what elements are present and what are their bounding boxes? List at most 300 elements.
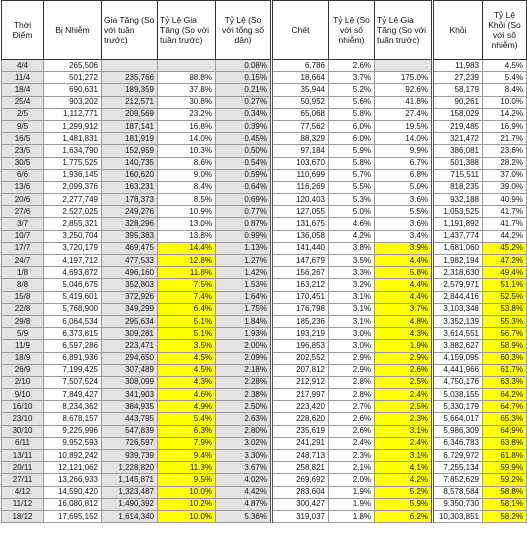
cell-infected: 4,693,872	[44, 267, 102, 279]
cell-increase: 163,231	[102, 181, 158, 193]
cell-recovered: 3,352,139	[433, 315, 483, 327]
cell-date: 17/7	[2, 242, 44, 254]
header-deaths: Chết	[272, 1, 329, 60]
cell-recovery-rate: 21.7%	[483, 133, 527, 145]
cell-death-increase-rate: 9.9%	[375, 145, 433, 157]
cell-increase: 181,919	[102, 133, 158, 145]
cell-deaths: 176,798	[272, 303, 329, 315]
cell-deaths: 235,619	[272, 425, 329, 437]
cell-recovery-rate: 5.4%	[483, 72, 527, 84]
cell-increase: 469,475	[102, 242, 158, 254]
cell-deaths: 241,291	[272, 437, 329, 449]
cell-increase-rate: 7.9%	[158, 437, 216, 449]
cell-date: 30/10	[2, 425, 44, 437]
cell-recovered: 58,179	[433, 84, 483, 96]
table-row	[2, 510, 527, 522]
cell-death-increase-rate: 5.8%	[375, 267, 433, 279]
cell-death-rate: 3.7%	[329, 72, 375, 84]
cell-recovery-rate: 45.2%	[483, 242, 527, 254]
cell-date: 13/6	[2, 181, 44, 193]
cell-increase-rate: 10.0%	[158, 486, 216, 498]
cell-recovery-rate: 58.9%	[483, 340, 527, 352]
cell-death-rate: 5.2%	[329, 84, 375, 96]
cell-infected: 903,202	[44, 96, 102, 108]
cell-recovery-rate: 10.0%	[483, 96, 527, 108]
cell-deaths: 120,403	[272, 194, 329, 206]
cell-increase: 152,959	[102, 145, 158, 157]
cell-increase: 352,803	[102, 279, 158, 291]
cell-infected: 4,197,712	[44, 255, 102, 267]
cell-recovery-rate: 61.8%	[483, 450, 527, 462]
cell-date: 8/8	[2, 279, 44, 291]
cell-infected: 7,507,524	[44, 376, 102, 388]
cell-infected: 6,891,936	[44, 352, 102, 364]
cell-death-increase-rate: 2.6%	[375, 364, 433, 376]
cell-date: 9/10	[2, 389, 44, 401]
table-row	[2, 291, 527, 303]
cell-increase: 1,145,871	[102, 474, 158, 486]
cell-recovered: 3,103,348	[433, 303, 483, 315]
cell-increase: 395,383	[102, 230, 158, 242]
cell-recovery-rate: 65.3%	[483, 413, 527, 425]
cell-deaths: 147,679	[272, 255, 329, 267]
table-row	[2, 498, 527, 510]
cell-recovery-rate: 51.1%	[483, 279, 527, 291]
cell-deaths: 170,451	[272, 291, 329, 303]
cell-population-rate: 2.80%	[216, 425, 272, 437]
cell-recovery-rate: 23.6%	[483, 145, 527, 157]
cell-death-increase-rate: 2.4%	[375, 389, 433, 401]
cell-increase: 726,597	[102, 437, 158, 449]
cell-death-rate: 3.0%	[329, 340, 375, 352]
table-row	[2, 328, 527, 340]
cell-date: 5/9	[2, 328, 44, 340]
header-recovery-rate: Tỷ Lệ Khỏi (So với số nhiễm)	[483, 1, 527, 60]
cell-recovery-rate: 58.2%	[483, 510, 527, 522]
cell-increase-rate: 5.4%	[158, 413, 216, 425]
cell-recovered: 9,350,730	[433, 498, 483, 510]
cell-population-rate: 2.09%	[216, 352, 272, 364]
cell-recovery-rate: 49.4%	[483, 267, 527, 279]
cell-recovery-rate: 39.0%	[483, 181, 527, 193]
cell-increase: 209,569	[102, 108, 158, 120]
cell-population-rate: 1.75%	[216, 303, 272, 315]
cell-recovered: 4,159,095	[433, 352, 483, 364]
cell-recovered: 27,239	[433, 72, 483, 84]
cell-infected: 1,634,790	[44, 145, 102, 157]
table-row	[2, 120, 527, 132]
cell-death-rate: 5.7%	[329, 169, 375, 181]
cell-infected: 1,112,771	[44, 108, 102, 120]
cell-death-rate: 2.4%	[329, 437, 375, 449]
cell-death-increase-rate: 5.0%	[375, 181, 433, 193]
header-recovered: Khỏi	[433, 1, 483, 60]
table-row	[2, 315, 527, 327]
cell-deaths: 136,058	[272, 230, 329, 242]
cell-increase-rate: 4.3%	[158, 376, 216, 388]
table-row	[2, 108, 527, 120]
cell-recovery-rate: 59.9%	[483, 462, 527, 474]
cell-population-rate: 1.13%	[216, 242, 272, 254]
cell-death-increase-rate: 175.0%	[375, 72, 433, 84]
cell-deaths: 228,620	[272, 413, 329, 425]
cell-recovered: 5,038,155	[433, 389, 483, 401]
cell-population-rate: 4.87%	[216, 498, 272, 510]
header-death-rate: Tỷ Lệ (So với số nhiễm)	[329, 1, 375, 60]
cell-increase: 328,296	[102, 218, 158, 230]
cell-recovery-rate: 40.9%	[483, 194, 527, 206]
table-row	[2, 437, 527, 449]
cell-increase-rate: 88.8%	[158, 72, 216, 84]
cell-death-rate: 3.1%	[329, 291, 375, 303]
cell-infected: 501,272	[44, 72, 102, 84]
cell-death-rate: 3.0%	[329, 328, 375, 340]
cell-death-rate: 5.8%	[329, 157, 375, 169]
cell-increase-rate: 10.2%	[158, 498, 216, 510]
table-header	[2, 1, 527, 60]
cell-population-rate: 0.50%	[216, 145, 272, 157]
cell-death-increase-rate: 4.3%	[375, 328, 433, 340]
cell-infected: 1,481,831	[44, 133, 102, 145]
cell-increase: 160,620	[102, 169, 158, 181]
cell-recovered: 10,303,851	[433, 510, 483, 522]
cell-death-rate: 2.0%	[329, 474, 375, 486]
cell-increase-rate: 11.3%	[158, 462, 216, 474]
table-row	[2, 60, 527, 72]
cell-infected: 9,952,593	[44, 437, 102, 449]
cell-date: 11/9	[2, 340, 44, 352]
cell-death-increase-rate: 5.9%	[375, 498, 433, 510]
cell-date: 18/9	[2, 352, 44, 364]
cell-date: 10/7	[2, 230, 44, 242]
cell-death-increase-rate: 92.6%	[375, 84, 433, 96]
cell-population-rate: 3.67%	[216, 462, 272, 474]
cell-death-rate: 3.5%	[329, 255, 375, 267]
cell-increase-rate: 8.5%	[158, 194, 216, 206]
cell-recovered: 158,029	[433, 108, 483, 120]
cell-population-rate: 0.77%	[216, 206, 272, 218]
cell-increase: 294,650	[102, 352, 158, 364]
cell-increase: 309,281	[102, 328, 158, 340]
table-row	[2, 401, 527, 413]
cell-deaths: 50,952	[272, 96, 329, 108]
cell-population-rate: 0.39%	[216, 120, 272, 132]
cell-population-rate: 0.34%	[216, 108, 272, 120]
cell-infected: 1,775,525	[44, 157, 102, 169]
cell-date: 1/8	[2, 267, 44, 279]
cell-date: 27/11	[2, 474, 44, 486]
cell-increase-rate: 4.5%	[158, 364, 216, 376]
cell-deaths: 110,699	[272, 169, 329, 181]
cell-deaths: 127,055	[272, 206, 329, 218]
cell-increase-rate	[158, 60, 216, 72]
cell-deaths: 300,427	[272, 498, 329, 510]
table-row	[2, 279, 527, 291]
cell-increase: 1,614,340	[102, 510, 158, 522]
cell-death-increase-rate: 3.7%	[375, 303, 433, 315]
cell-increase: 223,471	[102, 340, 158, 352]
cell-recovered: 1,982,194	[433, 255, 483, 267]
table-row	[2, 169, 527, 181]
cell-deaths: 88,329	[272, 133, 329, 145]
cell-death-rate: 5.3%	[329, 194, 375, 206]
cell-date: 11/4	[2, 72, 44, 84]
table-row	[2, 96, 527, 108]
cell-increase: 178,373	[102, 194, 158, 206]
cell-recovered: 501,388	[433, 157, 483, 169]
cell-population-rate: 1.93%	[216, 328, 272, 340]
cell-death-rate: 2.8%	[329, 389, 375, 401]
cell-increase-rate: 8.4%	[158, 181, 216, 193]
cell-infected: 13,266,933	[44, 474, 102, 486]
cell-population-rate: 2.18%	[216, 364, 272, 376]
table-body	[2, 60, 527, 523]
cell-death-increase-rate: 2.5%	[375, 401, 433, 413]
cell-infected: 5,768,900	[44, 303, 102, 315]
cell-infected: 2,277,749	[44, 194, 102, 206]
cell-recovery-rate: 47.2%	[483, 255, 527, 267]
cell-increase-rate: 11.8%	[158, 267, 216, 279]
cell-recovery-rate: 37.0%	[483, 169, 527, 181]
table-row	[2, 474, 527, 486]
cell-increase: 1,228,820	[102, 462, 158, 474]
cell-recovery-rate: 52.5%	[483, 291, 527, 303]
cell-death-rate: 6.0%	[329, 133, 375, 145]
cell-death-rate: 2.6%	[329, 60, 375, 72]
cell-death-increase-rate: 4.1%	[375, 462, 433, 474]
cell-increase-rate: 6.3%	[158, 425, 216, 437]
cell-date: 23/5	[2, 145, 44, 157]
cell-recovery-rate: 55.3%	[483, 315, 527, 327]
cell-deaths: 217,997	[272, 389, 329, 401]
table-row	[2, 267, 527, 279]
cell-infected: 2,099,376	[44, 181, 102, 193]
cell-death-increase-rate: 1.9%	[375, 340, 433, 352]
cell-deaths: 65,068	[272, 108, 329, 120]
cell-deaths: 77,562	[272, 120, 329, 132]
cell-increase-rate: 4.9%	[158, 401, 216, 413]
cell-deaths: 202,552	[272, 352, 329, 364]
cell-increase: 307,489	[102, 364, 158, 376]
cell-infected: 265,506	[44, 60, 102, 72]
cell-increase-rate: 10.3%	[158, 145, 216, 157]
cell-increase-rate: 4.5%	[158, 352, 216, 364]
cell-death-increase-rate: 27.4%	[375, 108, 433, 120]
cell-date: 2/5	[2, 108, 44, 120]
cell-recovery-rate: 64.2%	[483, 389, 527, 401]
cell-recovery-rate: 16.9%	[483, 120, 527, 132]
cell-date: 20/11	[2, 462, 44, 474]
cell-deaths: 185,236	[272, 315, 329, 327]
cell-deaths: 18,664	[272, 72, 329, 84]
table-row	[2, 303, 527, 315]
cell-deaths: 207,812	[272, 364, 329, 376]
cell-deaths: 258,821	[272, 462, 329, 474]
cell-recovered: 5,986,309	[433, 425, 483, 437]
cell-increase-rate: 14.0%	[158, 133, 216, 145]
cell-recovered: 2,844,416	[433, 291, 483, 303]
cell-date: 20/6	[2, 194, 44, 206]
table-row	[2, 255, 527, 267]
cell-population-rate: 2.28%	[216, 376, 272, 388]
cell-recovered: 3,882,627	[433, 340, 483, 352]
cell-death-increase-rate: 14.0%	[375, 133, 433, 145]
cell-death-increase-rate: 3.4%	[375, 230, 433, 242]
cell-death-increase-rate: 6.2%	[375, 510, 433, 522]
table-row	[2, 218, 527, 230]
cell-death-rate: 3.3%	[329, 267, 375, 279]
cell-death-increase-rate: 6.8%	[375, 169, 433, 181]
cell-death-increase-rate: 6.7%	[375, 157, 433, 169]
cell-recovery-rate: 64.7%	[483, 401, 527, 413]
cell-increase: 308,099	[102, 376, 158, 388]
cell-increase: 443,795	[102, 413, 158, 425]
cell-date: 2/10	[2, 376, 44, 388]
cell-infected: 7,199,425	[44, 364, 102, 376]
cell-death-increase-rate: 4.4%	[375, 255, 433, 267]
cell-population-rate: 3.02%	[216, 437, 272, 449]
table-row	[2, 425, 527, 437]
cell-recovery-rate: 53.8%	[483, 303, 527, 315]
cell-death-rate: 3.1%	[329, 315, 375, 327]
cell-recovery-rate: 59.2%	[483, 474, 527, 486]
cell-death-rate: 5.8%	[329, 108, 375, 120]
cell-increase: 295,634	[102, 315, 158, 327]
cell-recovered: 90,261	[433, 96, 483, 108]
cell-recovery-rate: 64.9%	[483, 425, 527, 437]
cell-population-rate: 4.02%	[216, 474, 272, 486]
cell-increase-rate: 9.5%	[158, 474, 216, 486]
cell-death-rate: 5.9%	[329, 145, 375, 157]
cell-increase-rate: 6.4%	[158, 303, 216, 315]
cell-date: 9/5	[2, 120, 44, 132]
cell-infected: 8,678,157	[44, 413, 102, 425]
cell-death-increase-rate: 4.8%	[375, 315, 433, 327]
cell-recovery-rate: 41.7%	[483, 218, 527, 230]
table-row	[2, 206, 527, 218]
cell-deaths: 163,212	[272, 279, 329, 291]
cell-increase: 939,739	[102, 450, 158, 462]
cell-infected: 10,892,242	[44, 450, 102, 462]
cell-population-rate: 2.00%	[216, 340, 272, 352]
cell-date: 18/12	[2, 510, 44, 522]
cell-increase: 341,903	[102, 389, 158, 401]
cell-increase: 1,490,392	[102, 498, 158, 510]
cell-recovery-rate: 63.3%	[483, 376, 527, 388]
cell-increase: 384,935	[102, 401, 158, 413]
cell-population-rate: 1.53%	[216, 279, 272, 291]
cell-increase-rate: 8.6%	[158, 157, 216, 169]
covid-statistics-table	[1, 0, 527, 523]
cell-recovery-rate: 14.2%	[483, 108, 527, 120]
cell-date: 3/7	[2, 218, 44, 230]
cell-recovery-rate: 60.3%	[483, 352, 527, 364]
cell-death-rate: 5.6%	[329, 96, 375, 108]
cell-infected: 2,855,321	[44, 218, 102, 230]
cell-death-rate: 1.9%	[329, 486, 375, 498]
cell-date: 4/12	[2, 486, 44, 498]
cell-recovery-rate: 8.4%	[483, 84, 527, 96]
cell-population-rate: 2.63%	[216, 413, 272, 425]
cell-infected: 3,250,704	[44, 230, 102, 242]
cell-increase: 189,359	[102, 84, 158, 96]
header-increase-rate: Tỷ Lệ Gia Tăng (So với tuần trước)	[158, 1, 216, 60]
cell-infected: 16,080,812	[44, 498, 102, 510]
cell-increase-rate: 30.8%	[158, 96, 216, 108]
cell-increase-rate: 4.6%	[158, 389, 216, 401]
cell-recovered: 715,511	[433, 169, 483, 181]
cell-recovered: 5,664,017	[433, 413, 483, 425]
cell-increase: 187,141	[102, 120, 158, 132]
cell-death-increase-rate: 3.6%	[375, 194, 433, 206]
cell-increase-rate: 9.0%	[158, 169, 216, 181]
cell-deaths: 193,219	[272, 328, 329, 340]
cell-date: 13/11	[2, 450, 44, 462]
table-row	[2, 462, 527, 474]
cell-deaths: 156,267	[272, 267, 329, 279]
cell-infected: 17,695,152	[44, 510, 102, 522]
cell-population-rate: 0.45%	[216, 133, 272, 145]
cell-death-increase-rate	[375, 60, 433, 72]
cell-date: 29/8	[2, 315, 44, 327]
cell-population-rate: 1.42%	[216, 267, 272, 279]
cell-population-rate: 1.64%	[216, 291, 272, 303]
cell-population-rate: 5.36%	[216, 510, 272, 522]
table-row	[2, 364, 527, 376]
cell-death-increase-rate: 19.5%	[375, 120, 433, 132]
table-row	[2, 133, 527, 145]
cell-date: 11/12	[2, 498, 44, 510]
cell-increase: 547,839	[102, 425, 158, 437]
table-row	[2, 450, 527, 462]
cell-recovery-rate: 63.8%	[483, 437, 527, 449]
cell-date: 27/6	[2, 206, 44, 218]
cell-date: 15/8	[2, 291, 44, 303]
cell-increase-rate: 12.8%	[158, 255, 216, 267]
cell-death-increase-rate: 2.4%	[375, 437, 433, 449]
cell-increase: 249,276	[102, 206, 158, 218]
cell-infected: 1,299,912	[44, 120, 102, 132]
cell-recovered: 818,235	[433, 181, 483, 193]
table-row	[2, 376, 527, 388]
cell-recovered: 7,255,134	[433, 462, 483, 474]
cell-death-rate: 2.6%	[329, 413, 375, 425]
header-date: Thời Điểm	[2, 1, 44, 60]
cell-increase-rate: 23.2%	[158, 108, 216, 120]
cell-population-rate: 3.30%	[216, 450, 272, 462]
table-row	[2, 157, 527, 169]
cell-population-rate: 0.87%	[216, 218, 272, 230]
cell-deaths: 212,912	[272, 376, 329, 388]
cell-death-rate: 2.3%	[329, 450, 375, 462]
cell-increase: 1,323,487	[102, 486, 158, 498]
cell-increase: 372,926	[102, 291, 158, 303]
cell-death-rate: 1.9%	[329, 498, 375, 510]
cell-infected: 7,849,427	[44, 389, 102, 401]
table-row	[2, 413, 527, 425]
cell-recovered: 4,441,966	[433, 364, 483, 376]
cell-death-rate: 5.5%	[329, 181, 375, 193]
cell-infected: 6,064,534	[44, 315, 102, 327]
cell-death-increase-rate: 3.6%	[375, 218, 433, 230]
cell-population-rate: 0.15%	[216, 72, 272, 84]
cell-increase-rate: 7.5%	[158, 279, 216, 291]
cell-population-rate: 0.54%	[216, 157, 272, 169]
cell-date: 30/5	[2, 157, 44, 169]
cell-recovered: 1,437,774	[433, 230, 483, 242]
cell-recovered: 11,983	[433, 60, 483, 72]
cell-recovered: 2,579,971	[433, 279, 483, 291]
